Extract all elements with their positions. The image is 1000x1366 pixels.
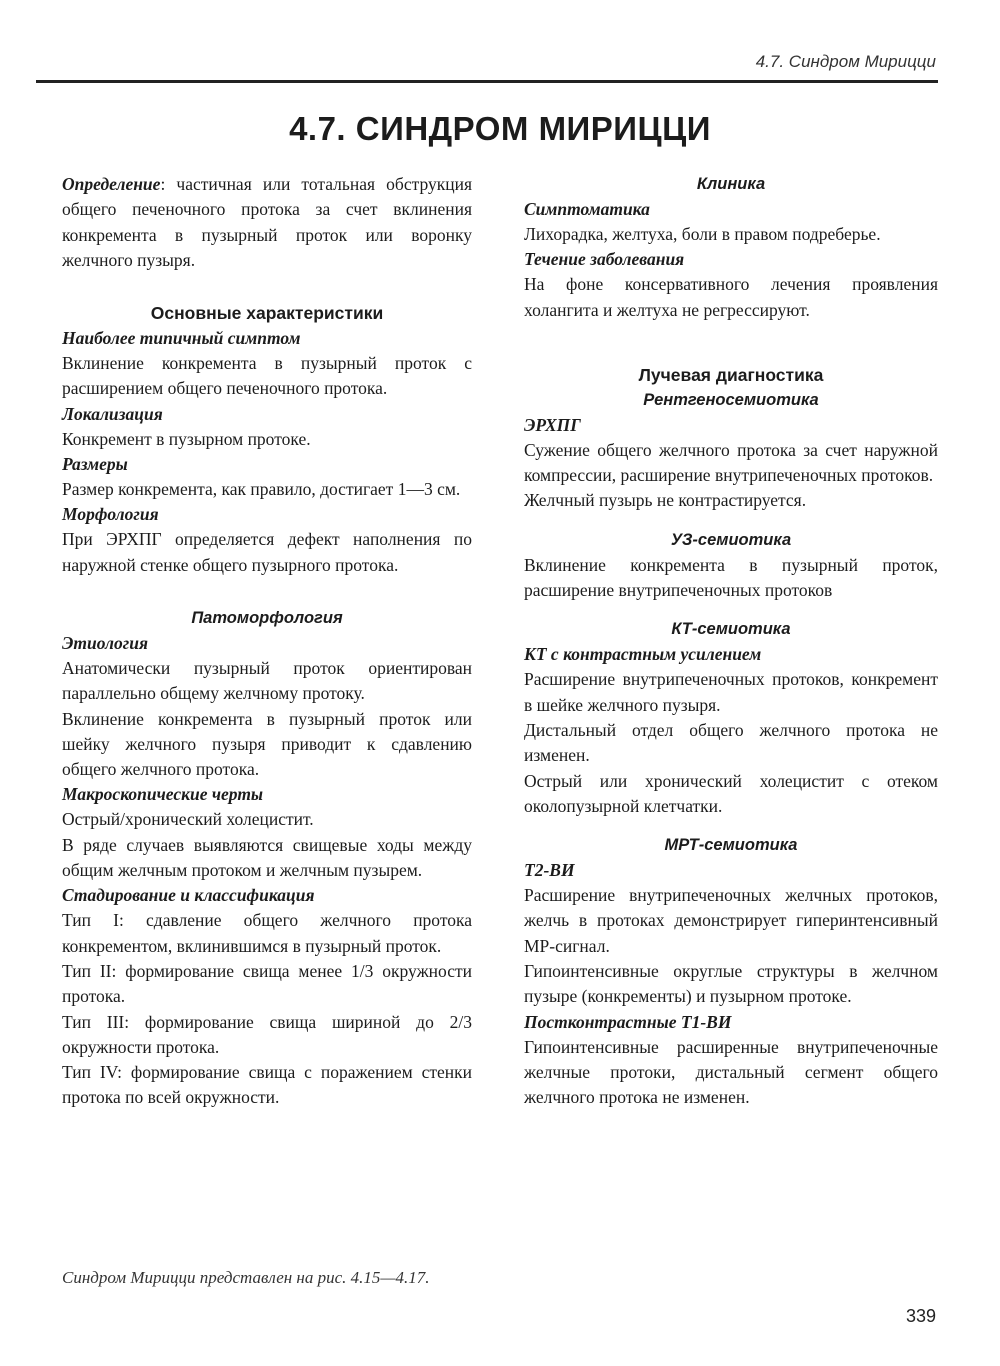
symptoms-text: Лихорадка, желтуха, боли в правом подреберье. bbox=[524, 224, 881, 244]
right-column bbox=[524, 172, 938, 1111]
main-characteristics-heading: Основные характеристики bbox=[150, 303, 384, 324]
page-number: 339 bbox=[905, 1306, 936, 1326]
symptoms-label: Симптоматика bbox=[524, 199, 650, 219]
localization-label: Локализация bbox=[62, 403, 163, 424]
ct-heading: КТ-семиотика bbox=[671, 620, 791, 639]
macroscopic-text-2: В ряде случаев выявляются свищевые ходы между общим желчным протоком и желчным пузырем. bbox=[62, 834, 472, 881]
morphology-label: Морфология bbox=[62, 504, 159, 525]
t2-text-2: Гипоинтенсивные округлые структуры в желчном пузыре (конкременты) и пузырном протоке. bbox=[524, 961, 938, 1007]
running-header: 4.7. Синдром Мирицци bbox=[755, 52, 936, 71]
sizes-text: Размер конкремента, как правило, достигает 1—3 см. bbox=[62, 479, 461, 500]
ct-text-2: Дистальный отдел общего желчного протока не изменен. bbox=[524, 719, 938, 766]
clinic-heading: Клиника bbox=[696, 175, 766, 193]
type-3-text: Тип III: формирование свища шириной до 2/3 окружности протока. bbox=[62, 1011, 472, 1057]
chapter-title: 4.7. СИНДРОМ МИРИЦЦИ bbox=[289, 110, 711, 147]
ultrasound-heading: УЗ-семиотика bbox=[670, 530, 792, 549]
left-column bbox=[62, 172, 472, 1111]
ct-text-1: Расширение внутрипеченочных протоков, конкремент в шейке желчного пузыря. bbox=[524, 669, 938, 715]
ultrasound-text: Вклинение конкремента в пузырный проток, расширение внутрипеченочных протоков bbox=[524, 554, 938, 601]
sizes-label: Размеры bbox=[62, 454, 128, 475]
figure-reference-footnote: Синдром Мирицци представлен на рис. 4.15—4.17. bbox=[62, 1268, 430, 1287]
course-label: Течение заболевания bbox=[524, 249, 685, 270]
etiology-label: Этиология bbox=[62, 632, 148, 653]
radiology-heading: Лучевая диагностика bbox=[638, 364, 824, 385]
macroscopic-text-1: Острый/хронический холецистит. bbox=[62, 809, 314, 830]
course-text: На фоне консервативного лечения проявления холангита и желтуха не регрессируют. bbox=[524, 274, 938, 320]
definition-paragraph bbox=[62, 172, 472, 273]
etiology-text-2: Вклинение конкремента в пузырный проток или шейку желчного пузыря приводит к сдавлению общего желчного протока. bbox=[62, 708, 472, 780]
macroscopic-label: Макроскопические черты bbox=[62, 784, 264, 805]
ercp-text-1: Сужение общего желчного протока за счет наружной компрессии, расширение внутрипеченочных протоков. bbox=[524, 439, 938, 486]
type-4-text: Тип IV: формирование свища с поражением стенки протока по всей окружности. bbox=[62, 1062, 472, 1108]
ercp-label: ЭРХПГ bbox=[524, 414, 581, 435]
t2-text-1: Расширение внутрипеченочных желчных протоков, желчь в протоках демонстрирует гиперинтенсивный МР-сигнал. bbox=[524, 885, 938, 956]
definition-text: : частичная или тотальная обструкция общего печеночного протока за счет вклинения конкремента в пузырный проток или воронку желчного пузыря. bbox=[62, 174, 472, 270]
staging-label: Стадирование и классификация bbox=[62, 885, 315, 906]
type-2-text: Тип II: формирование свища менее 1/3 окружности протока. bbox=[62, 960, 472, 1007]
morphology-text: При ЭРХПГ определяется дефект наполнения по наружной стенке общего пузырного протока. bbox=[62, 529, 472, 575]
localization-text: Конкремент в пузырном протоке. bbox=[62, 428, 311, 449]
mri-heading: МРТ-семиотика bbox=[664, 836, 798, 855]
typical-symptom-text: Вклинение конкремента в пузырный проток с расширением общего печеночного протока. bbox=[62, 353, 472, 399]
type-1-text: Тип I: сдавление общего желчного протока конкрементом, вклинившимся в пузырный проток. bbox=[62, 910, 472, 956]
t2-label: Т2-ВИ bbox=[524, 860, 575, 881]
definition-term: Определение bbox=[62, 174, 161, 194]
ct-contrast-label: КТ с контрастным усилением bbox=[524, 644, 762, 665]
pathomorphology-heading: Патоморфология bbox=[191, 608, 343, 627]
etiology-text-1: Анатомически пузырный проток ориентирован параллельно общему желчному протоку. bbox=[62, 657, 472, 704]
header-rule bbox=[36, 80, 938, 83]
typical-symptom-label: Наиболее типичный симптом bbox=[62, 328, 301, 349]
ercp-text-2: Желчный пузырь не контрастируется. bbox=[524, 490, 807, 511]
postcontrast-text: Гипоинтенсивные расширенные внутрипеченочные желчные протоки, дистальный сегмент общего желчного протока не изменен. bbox=[524, 1036, 938, 1108]
ct-text-3: Острый или хронический холецистит с отеком околопузырной клетчатки. bbox=[524, 770, 938, 816]
postcontrast-label: Постконтрастные Т1-ВИ bbox=[524, 1011, 732, 1032]
xray-heading: Рентгеносемиотика bbox=[643, 390, 819, 409]
